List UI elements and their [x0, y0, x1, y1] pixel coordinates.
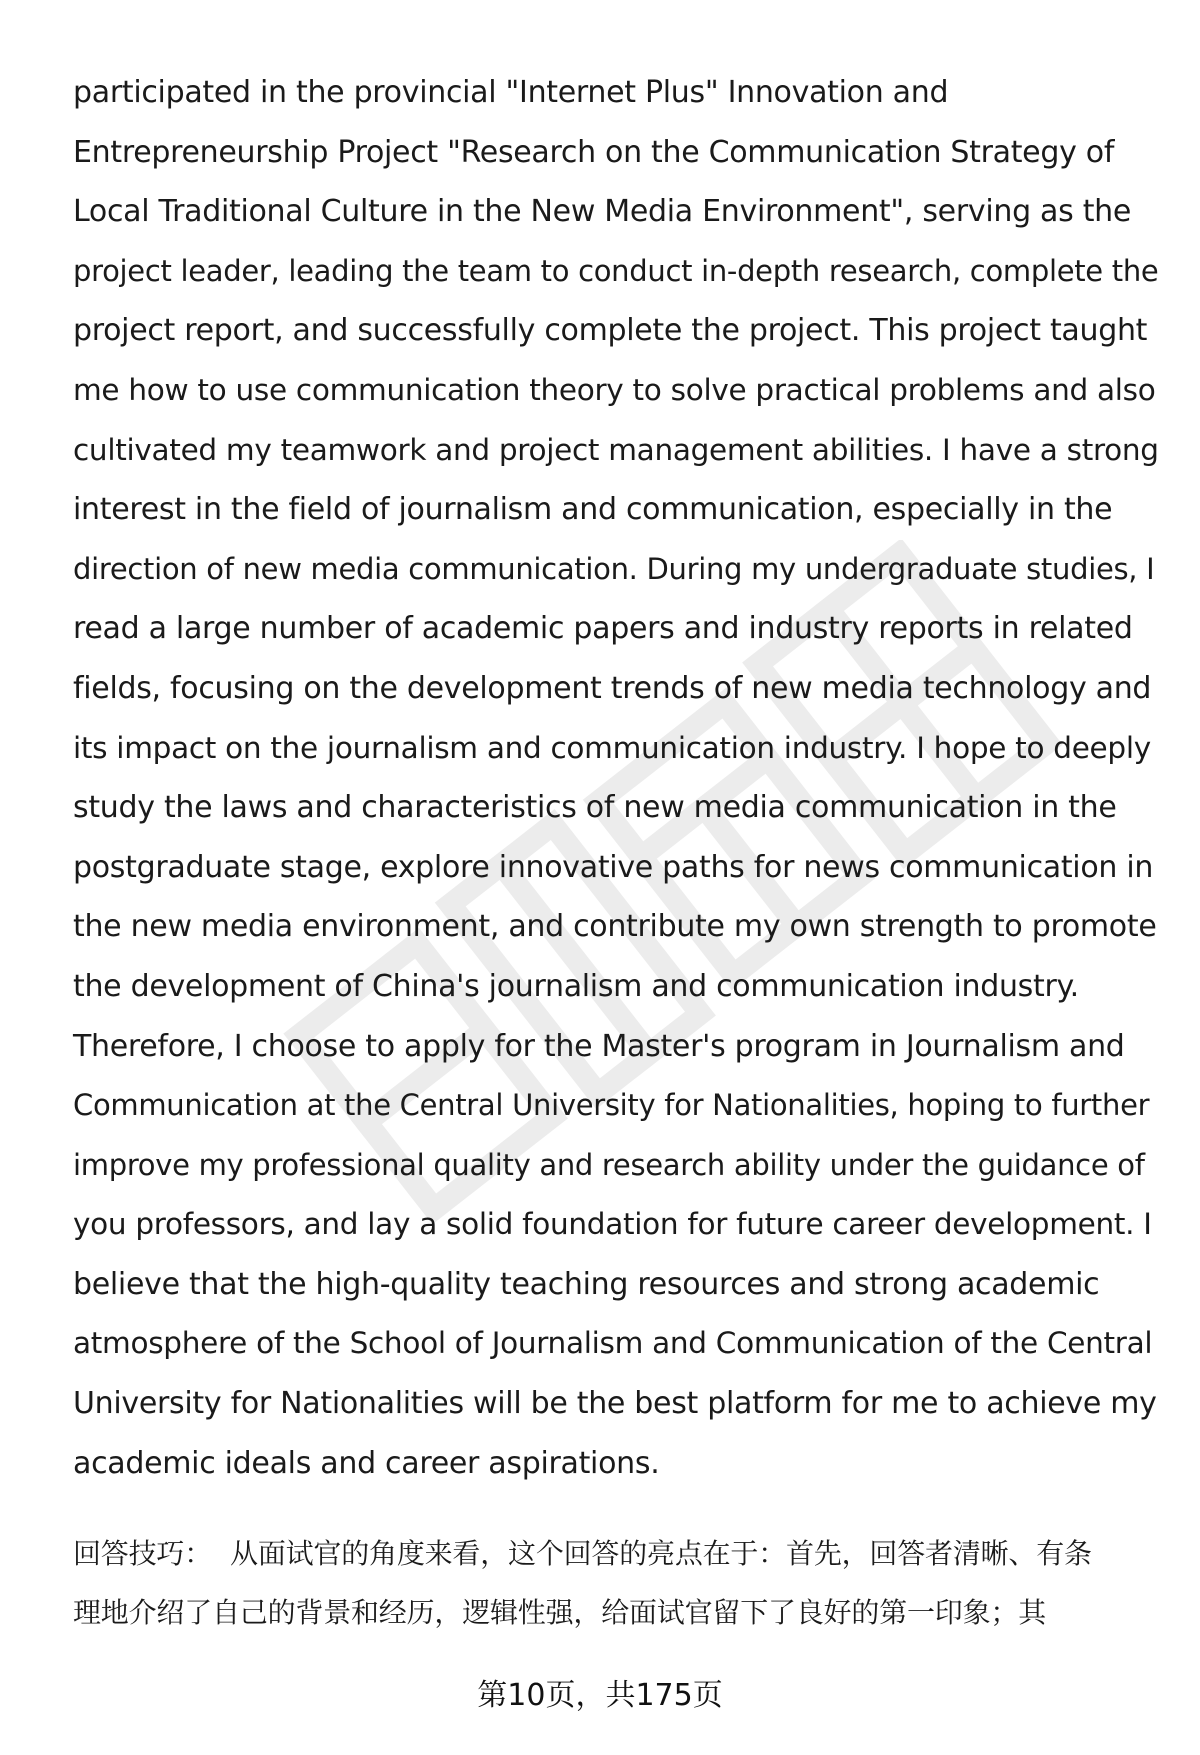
body-line: its impact on the journalism and communication industry. I hope to deeply	[73, 730, 1151, 765]
body-line: atmosphere of the School of Journalism and Communication of the Central	[73, 1326, 1153, 1361]
body-line: Therefore, I choose to apply for the Master's program in Journalism and	[73, 1028, 1125, 1064]
body-line: University for Nationalities will be the best platform for me to achieve my	[73, 1386, 1157, 1422]
answer-tips	[73, 1524, 1163, 1642]
body-line: Entrepreneurship Project "Research on the Communication Strategy of	[73, 134, 1115, 170]
body-line: believe that the high-quality teaching resources and strong academic	[73, 1266, 1100, 1302]
body-line: academic ideals and career aspirations.	[73, 1445, 660, 1481]
body-line: improve my professional quality and research ability under the guidance of	[73, 1147, 1145, 1182]
body-line: interest in the field of journalism and communication, especially in the	[73, 492, 1113, 528]
body-line: Local Traditional Culture in the New Media Environment", serving as the	[73, 194, 1132, 230]
answer-body	[73, 63, 1163, 1493]
body-line: direction of new media communication. During my undergraduate studies, I	[73, 551, 1155, 586]
body-line: Communication at the Central University for Nationalities, hoping to further	[73, 1088, 1150, 1123]
body-line: study the laws and characteristics of new media communication in the	[73, 790, 1117, 826]
tips-text: 从面试官的角度来看，这个回答的亮点在于：首先，回答者清晰、有条	[230, 1537, 1092, 1570]
body-line: cultivated my teamwork and project management abilities. I have a strong	[73, 432, 1159, 467]
body-line: fields, focusing on the development trends of new media technology and	[73, 670, 1152, 706]
body-line: participated in the provincial "Internet Plus" Innovation and	[73, 75, 949, 110]
body-line: postgraduate stage, explore innovative paths for news communication in	[73, 849, 1154, 885]
tips-line	[73, 1524, 1163, 1583]
tips-line: 理地介绍了自己的背景和经历，逻辑性强，给面试官留下了良好的第一印象；其	[73, 1596, 1047, 1629]
body-line: project leader, leading the team to conduct in-depth research, complete the	[73, 253, 1159, 288]
body-line: you professors, and lay a solid foundation for future career development. I	[73, 1207, 1152, 1242]
body-line: me how to use communication theory to solve practical problems and also	[73, 372, 1156, 407]
body-line: the development of China's journalism and communication industry.	[73, 968, 1079, 1004]
body-line: read a large number of academic papers and industry reports in related	[73, 611, 1133, 647]
body-line: the new media environment, and contribute my own strength to promote	[73, 909, 1157, 945]
tips-label: 回答技巧：	[73, 1537, 213, 1570]
body-line: project report, and successfully complete the project. This project taught	[73, 313, 1148, 349]
page-number: 第10页，共175页	[477, 1678, 723, 1713]
